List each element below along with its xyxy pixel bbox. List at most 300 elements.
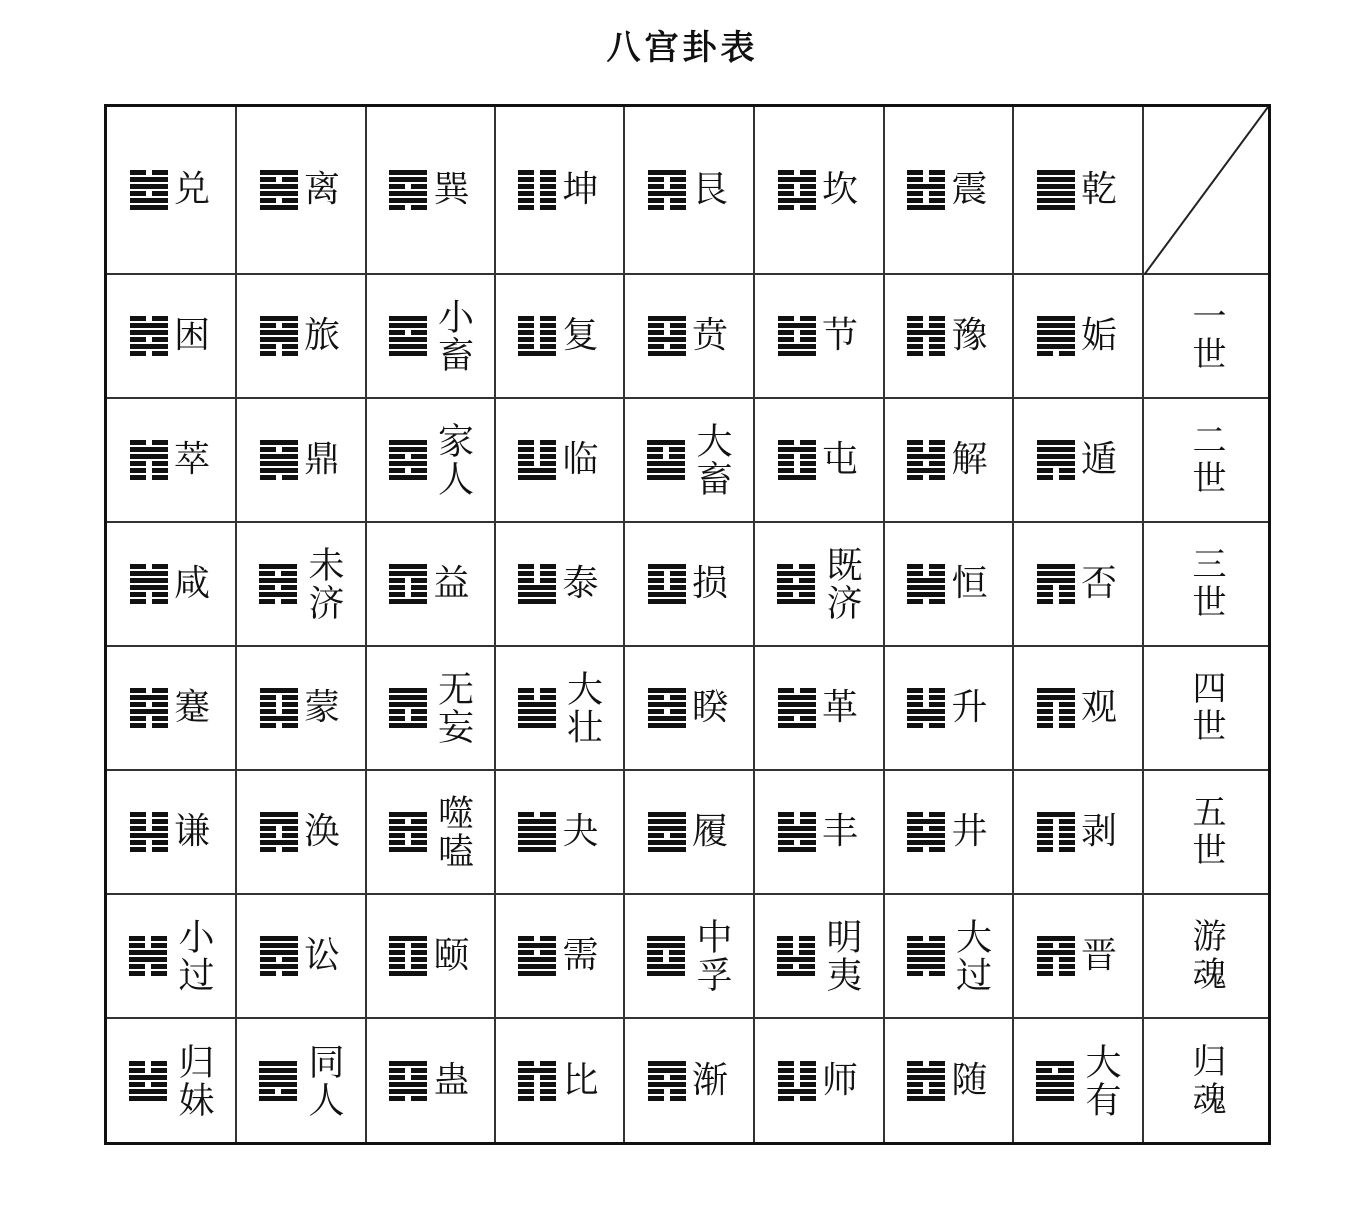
hexagram-symbol-icon	[389, 936, 427, 976]
hexagram-cell	[885, 647, 1014, 771]
yang-line	[907, 957, 945, 962]
yang-line	[1036, 1082, 1074, 1087]
yin-line	[260, 723, 298, 728]
yang-line	[389, 1089, 427, 1094]
hexagram-cell	[496, 399, 625, 523]
hexagram-cell	[625, 523, 755, 647]
yang-line	[259, 1096, 297, 1101]
yin-line	[260, 695, 298, 700]
yang-line	[1037, 337, 1075, 342]
yin-line	[648, 330, 686, 335]
hexagram-entry	[648, 170, 730, 210]
yin-line	[389, 330, 427, 335]
yin-line	[129, 1082, 167, 1087]
yang-line	[1037, 344, 1075, 349]
hexagram-cell	[885, 523, 1014, 647]
generation-label-cell	[1144, 771, 1268, 895]
yin-line	[518, 812, 556, 817]
yang-line	[1037, 440, 1075, 445]
hexagram-symbol-icon	[778, 316, 816, 356]
hexagram-name: 大过	[950, 918, 992, 994]
yin-line	[518, 177, 556, 182]
yang-line	[648, 564, 686, 569]
hexagram-name: 益	[433, 563, 472, 604]
yang-line	[647, 440, 685, 445]
hexagram-entry	[518, 1061, 600, 1101]
hexagram-symbol-icon	[648, 1061, 686, 1101]
yin-line	[130, 468, 168, 473]
hexagram-name: 谦	[173, 811, 212, 852]
yang-line	[389, 447, 427, 452]
hexagram-name: 旅	[303, 315, 342, 356]
hexagram-name: 夬	[562, 811, 601, 852]
yang-line	[130, 330, 168, 335]
yin-line	[389, 840, 427, 845]
hexagram-symbol-icon	[389, 316, 427, 356]
yin-line	[129, 971, 167, 976]
hexagram-name: 同人	[303, 1042, 344, 1119]
yin-line	[647, 454, 685, 459]
yang-line	[130, 323, 168, 328]
yang-line	[648, 1082, 686, 1087]
yin-line	[907, 826, 945, 831]
yang-line	[129, 950, 167, 955]
hexagram-symbol-icon	[129, 1061, 167, 1101]
hexagram-entry	[130, 440, 212, 480]
yin-line	[907, 688, 945, 693]
yin-line	[518, 950, 556, 955]
yin-line	[130, 337, 168, 342]
yin-line	[1037, 943, 1075, 948]
yin-line	[130, 461, 168, 466]
hexagram-entry	[778, 1061, 860, 1101]
yin-line	[907, 847, 945, 852]
hexagram-name: 睽	[691, 687, 730, 728]
yin-line	[130, 840, 168, 845]
yin-line	[518, 564, 556, 569]
yin-line	[778, 1096, 816, 1101]
hexagram-name: 小过	[173, 918, 214, 994]
yin-line	[647, 447, 685, 452]
yang-line	[260, 468, 298, 473]
hexagram-entry	[130, 316, 212, 356]
hexagram-symbol-icon	[130, 564, 168, 604]
hexagram-cell	[625, 647, 755, 771]
hexagram-symbol-icon	[259, 564, 297, 604]
hexagram-entry	[260, 440, 342, 480]
hexagram-name: 蛊	[433, 1059, 472, 1101]
yin-line	[778, 1068, 816, 1073]
hexagram-symbol-icon	[518, 170, 556, 210]
yang-line	[1036, 1061, 1074, 1066]
yang-line	[260, 454, 298, 459]
hexagram-entry	[130, 688, 212, 728]
yang-line	[1037, 330, 1075, 335]
yin-line	[648, 344, 686, 349]
generation-label: 归魂	[1186, 1042, 1226, 1119]
hexagram-symbol-icon	[130, 440, 168, 480]
yang-line	[130, 585, 168, 590]
hexagram-symbol-icon	[648, 316, 686, 356]
yang-line	[129, 957, 167, 962]
yin-line	[777, 943, 815, 948]
yin-line	[1037, 847, 1075, 852]
yin-line	[778, 440, 816, 445]
yin-line	[1037, 833, 1075, 838]
hexagram-cell	[237, 107, 367, 275]
yang-line	[778, 344, 816, 349]
hexagram-symbol-icon	[1037, 564, 1075, 604]
yin-line	[1037, 723, 1075, 728]
hexagram-symbol-icon	[907, 440, 945, 480]
hexagram-name: 震	[951, 169, 990, 210]
yin-line	[1037, 468, 1075, 473]
yang-line	[777, 971, 815, 976]
yang-line	[907, 716, 945, 721]
hexagram-symbol-icon	[130, 688, 168, 728]
hexagram-entry	[518, 564, 600, 604]
yin-line	[648, 709, 686, 714]
yin-line	[518, 198, 556, 203]
hexagram-symbol-icon	[518, 936, 556, 976]
hexagram-symbol-icon	[778, 440, 816, 480]
yang-line	[260, 316, 298, 321]
yin-line	[648, 833, 686, 838]
hexagram-cell	[107, 895, 237, 1019]
yang-line	[648, 316, 686, 321]
hexagram-name: 井	[951, 811, 990, 852]
yang-line	[518, 592, 556, 597]
yin-line	[130, 351, 168, 356]
yin-line	[389, 468, 427, 473]
hexagram-cell	[885, 399, 1014, 523]
hexagram-symbol-icon	[907, 688, 945, 728]
hexagram-entry	[259, 1043, 343, 1119]
hexagram-symbol-icon	[907, 564, 945, 604]
hexagram-cell	[367, 647, 496, 771]
yang-line	[1037, 578, 1075, 583]
hexagram-symbol-icon	[1037, 688, 1075, 728]
yang-line	[260, 943, 298, 948]
yang-line	[1037, 688, 1075, 693]
hexagram-name: 既济	[821, 546, 862, 622]
yang-line	[260, 950, 298, 955]
hexagram-cell	[625, 399, 755, 523]
yang-line	[648, 716, 686, 721]
yang-line	[130, 447, 168, 452]
hexagram-name: 泰	[562, 563, 601, 604]
yin-line	[129, 936, 167, 941]
yin-line	[129, 964, 167, 969]
hexagram-symbol-icon	[389, 564, 427, 604]
hexagram-entry	[647, 422, 731, 498]
yang-line	[259, 1075, 297, 1080]
hexagram-symbol-icon	[130, 316, 168, 356]
generation-label: 一世	[1186, 298, 1226, 374]
yang-line	[260, 205, 298, 210]
yin-line	[778, 205, 816, 210]
hexagram-symbol-icon	[777, 564, 815, 604]
hexagram-name: 蹇	[173, 687, 212, 728]
generation-label: 五世	[1186, 794, 1226, 870]
hexagram-cell	[237, 771, 367, 895]
yang-line	[778, 723, 816, 728]
yin-line	[648, 1075, 686, 1080]
yang-line	[648, 599, 686, 604]
hexagram-name: 困	[173, 315, 212, 356]
generation-label: 三世	[1186, 546, 1226, 622]
yang-line	[1037, 936, 1075, 941]
hexagram-cell	[107, 107, 237, 275]
hexagram-cell	[237, 523, 367, 647]
hexagram-name: 噬嗑	[432, 794, 474, 870]
yang-line	[389, 198, 427, 203]
yin-line	[778, 1061, 816, 1066]
hexagram-symbol-icon	[260, 440, 298, 480]
hexagram-entry	[518, 440, 600, 480]
hexagram-cell	[1014, 771, 1144, 895]
hexagram-name: 临	[562, 439, 601, 480]
yin-line	[907, 571, 945, 576]
hexagram-name: 随	[951, 1059, 990, 1101]
hexagram-symbol-icon	[389, 440, 427, 480]
yang-line	[648, 847, 686, 852]
yin-line	[389, 578, 427, 583]
palace-table	[104, 104, 1271, 1145]
hexagram-name: 比	[562, 1059, 601, 1101]
hexagram-cell	[625, 895, 755, 1019]
yang-line	[1037, 695, 1075, 700]
yang-line	[647, 964, 685, 969]
hexagram-symbol-icon	[518, 688, 556, 728]
yin-line	[907, 702, 945, 707]
hexagram-name: 恒	[951, 563, 990, 604]
yin-line	[1037, 840, 1075, 845]
yang-line	[389, 351, 427, 356]
yang-line	[518, 1068, 556, 1073]
yang-line	[389, 1082, 427, 1087]
hexagram-cell	[496, 895, 625, 1019]
hexagram-name: 涣	[303, 811, 342, 852]
hexagram-symbol-icon	[648, 170, 686, 210]
yang-line	[907, 1096, 945, 1101]
yang-line	[778, 826, 816, 831]
yin-line	[130, 723, 168, 728]
hexagram-name: 否	[1080, 563, 1119, 604]
yang-line	[647, 943, 685, 948]
hexagram-name: 蒙	[303, 687, 342, 728]
yin-line	[260, 957, 298, 962]
yang-line	[1037, 205, 1075, 210]
yin-line	[130, 847, 168, 852]
yang-line	[1037, 454, 1075, 459]
yang-line	[1037, 198, 1075, 203]
hexagram-name: 大壮	[561, 670, 603, 746]
hexagram-entry	[1037, 440, 1119, 480]
yin-line	[130, 599, 168, 604]
yin-line	[648, 198, 686, 203]
yang-line	[389, 344, 427, 349]
yang-line	[389, 695, 427, 700]
yang-line	[777, 599, 815, 604]
hexagram-symbol-icon	[518, 316, 556, 356]
yin-line	[778, 191, 816, 196]
yin-line	[1037, 592, 1075, 597]
yang-line	[130, 184, 168, 189]
yang-line	[907, 585, 945, 590]
yang-line	[389, 702, 427, 707]
yin-line	[518, 571, 556, 576]
yin-line	[389, 819, 427, 824]
yang-line	[647, 461, 685, 466]
yang-line	[389, 723, 427, 728]
yang-line	[907, 819, 945, 824]
hexagram-symbol-icon	[1037, 440, 1075, 480]
yin-line	[778, 184, 816, 189]
hexagram-symbol-icon	[647, 936, 685, 976]
yin-line	[778, 688, 816, 693]
hexagram-name: 家人	[432, 422, 474, 498]
hexagram-symbol-icon	[518, 564, 556, 604]
yang-line	[389, 826, 427, 831]
hexagram-name: 损	[691, 563, 730, 604]
page-title: 八宫卦表	[606, 28, 759, 68]
hexagram-name: 复	[562, 315, 601, 356]
hexagram-symbol-icon	[777, 936, 815, 976]
yin-line	[1037, 599, 1075, 604]
yin-line	[648, 177, 686, 182]
yang-line	[389, 191, 427, 196]
yang-line	[130, 205, 168, 210]
yin-line	[260, 344, 298, 349]
yang-line	[907, 205, 945, 210]
hexagram-cell	[755, 647, 885, 771]
yin-line	[518, 337, 556, 342]
hexagram-cell	[367, 1019, 496, 1142]
hexagram-entry	[778, 316, 860, 356]
hexagram-symbol-icon	[260, 936, 298, 976]
hexagram-cell	[1014, 895, 1144, 1019]
yang-line	[907, 330, 945, 335]
hexagram-entry	[907, 688, 989, 728]
yin-line	[130, 564, 168, 569]
hexagram-symbol-icon	[1037, 936, 1075, 976]
hexagram-entry	[648, 688, 730, 728]
yang-line	[907, 578, 945, 583]
yin-line	[518, 447, 556, 452]
yin-line	[130, 819, 168, 824]
yang-line	[259, 592, 297, 597]
yin-line	[1037, 971, 1075, 976]
yin-line	[260, 971, 298, 976]
yang-line	[518, 709, 556, 714]
yang-line	[778, 177, 816, 182]
generation-label: 游魂	[1186, 918, 1226, 994]
hexagram-entry	[518, 670, 602, 746]
hexagram-entry	[130, 812, 212, 852]
yang-line	[518, 847, 556, 852]
yang-line	[130, 833, 168, 838]
hexagram-entry	[648, 316, 730, 356]
hexagram-entry	[648, 812, 730, 852]
generation-label-cell	[1144, 1019, 1268, 1142]
generation-label-cell	[1144, 895, 1268, 1019]
hexagram-name: 鼎	[303, 439, 342, 480]
yin-line	[777, 936, 815, 941]
yin-line	[648, 1089, 686, 1094]
yin-line	[518, 578, 556, 583]
yin-line	[907, 599, 945, 604]
hexagram-entry	[389, 794, 473, 870]
yang-line	[259, 1068, 297, 1073]
hexagram-entry	[389, 564, 471, 604]
yang-line	[389, 971, 427, 976]
yin-line	[389, 950, 427, 955]
yin-line	[778, 454, 816, 459]
yang-line	[389, 599, 427, 604]
yin-line	[518, 316, 556, 321]
hexagram-name: 巽	[433, 169, 472, 210]
hexagram-name: 履	[691, 811, 730, 852]
yin-line	[647, 950, 685, 955]
yang-line	[1037, 950, 1075, 955]
yin-line	[1037, 709, 1075, 714]
yin-line	[260, 475, 298, 480]
yin-line	[648, 695, 686, 700]
hexagram-cell	[496, 523, 625, 647]
hexagram-name: 坎	[821, 169, 860, 210]
yang-line	[260, 191, 298, 196]
yin-line	[260, 447, 298, 452]
yin-line	[907, 1061, 945, 1066]
hexagram-name: 明夷	[821, 918, 862, 994]
yin-line	[389, 454, 427, 459]
hexagram-symbol-icon	[389, 1061, 427, 1101]
hexagram-entry	[777, 918, 861, 994]
hexagram-entry	[1037, 812, 1119, 852]
yang-line	[907, 943, 945, 948]
yang-line	[518, 585, 556, 590]
yang-line	[389, 323, 427, 328]
yang-line	[389, 337, 427, 342]
yin-line	[389, 1096, 427, 1101]
hexagram-entry	[907, 812, 989, 852]
yang-line	[647, 475, 685, 480]
hexagram-name: 观	[1080, 687, 1119, 728]
yang-line	[389, 461, 427, 466]
yang-line	[130, 344, 168, 349]
hexagram-entry	[129, 1043, 213, 1119]
yin-line	[1037, 964, 1075, 969]
hexagram-cell	[625, 1019, 755, 1142]
yang-line	[648, 592, 686, 597]
yang-line	[130, 198, 168, 203]
yin-line	[260, 709, 298, 714]
hexagram-name: 坤	[562, 169, 601, 210]
yin-line	[1037, 826, 1075, 831]
yin-line	[389, 205, 427, 210]
hexagram-cell	[107, 1019, 237, 1142]
yang-line	[260, 936, 298, 941]
yin-line	[778, 330, 816, 335]
yang-line	[260, 337, 298, 342]
yin-line	[259, 585, 297, 590]
yang-line	[1037, 177, 1075, 182]
yin-line	[518, 1075, 556, 1080]
yang-line	[260, 330, 298, 335]
hexagram-cell	[625, 275, 755, 399]
hexagram-cell	[1014, 1019, 1144, 1142]
